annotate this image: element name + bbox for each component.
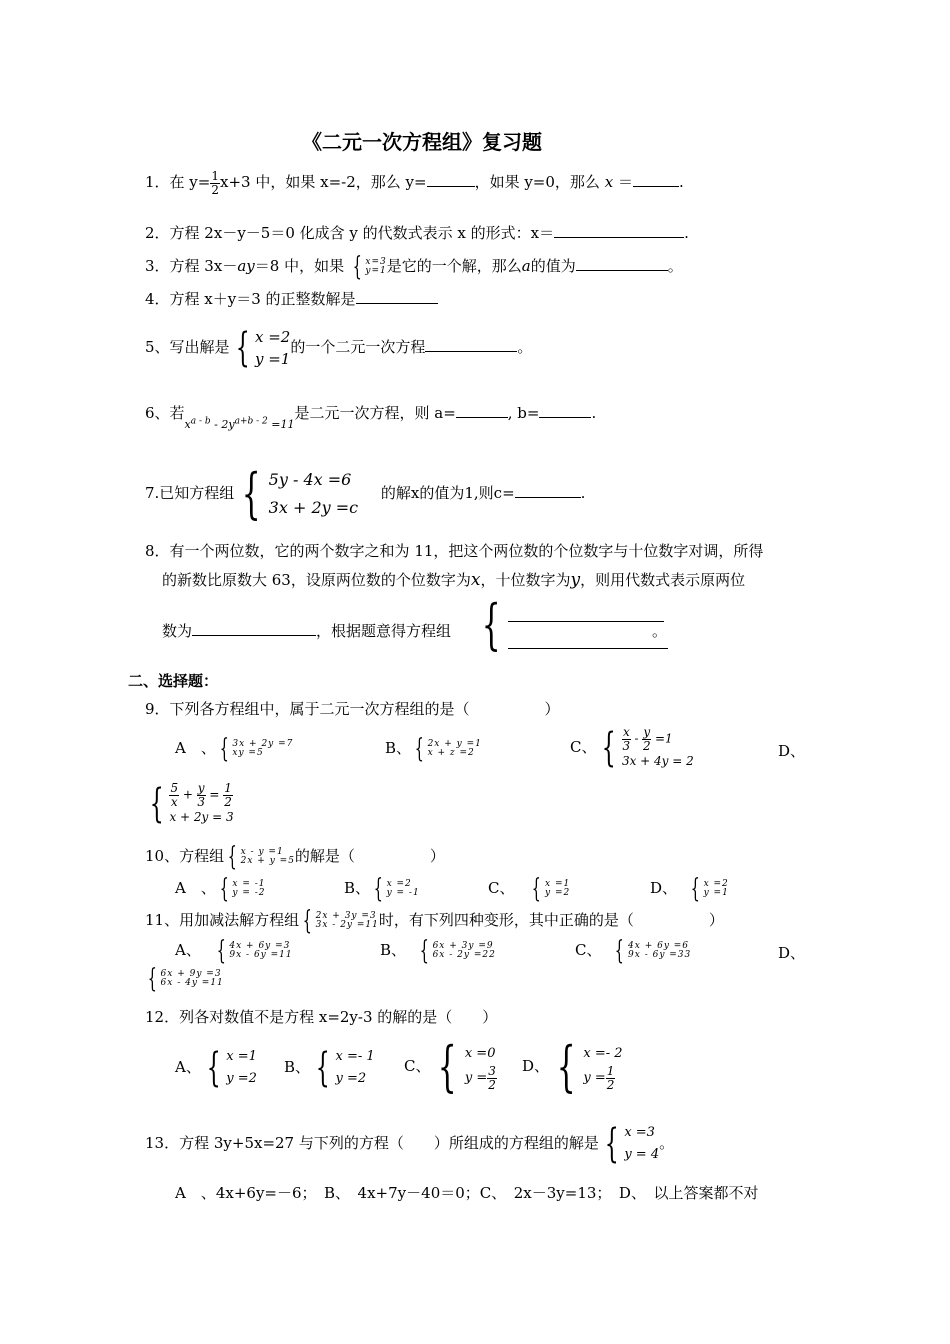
system-x3-y1: { x=3 y=1 xyxy=(352,252,387,282)
answer-blank[interactable] xyxy=(539,403,591,418)
option-12-b: B、 { x =- 1 y =2 xyxy=(284,1045,375,1091)
question-13: 13．方程 3y+5x=27 与下列的方程（ ）所组成的方程组的解是 { x =3 y = 4 。 xyxy=(145,1121,675,1167)
answer-blank[interactable] xyxy=(456,403,508,418)
fraction-half: $\frac{1}{2}$ xyxy=(211,169,219,197)
option-12-d: D、 { x =- 2 y = $\frac{1}{2}$ xyxy=(522,1035,623,1098)
answer-blank[interactable] xyxy=(192,621,316,636)
option-9-c: C、 { $\frac{x}{3}$ - $\frac{y}{2}$ =1 3x + 4y = 2 xyxy=(570,725,694,772)
period: 。 xyxy=(652,622,668,640)
question-4: 4．方程 x＋y＝3 的正整数解是 xyxy=(145,288,438,309)
question-12: 12．列各对数值不是方程 x=2y-3 的解的是（ ） xyxy=(145,1008,498,1026)
equation-system-blank: { xyxy=(474,598,668,652)
question-7: 7.已知方程组 { 5y - 4x =6 3x + 2y =c 的解x的值为1,则c= . xyxy=(145,462,586,525)
question-8-line-1: 8．有一个两位数，它的两个数字之和为 11，把这个两位数的个位数字与十位数字对调，所得 xyxy=(145,542,764,560)
option-11-d-label: D、 xyxy=(778,944,806,962)
answer-blank[interactable] xyxy=(425,337,517,352)
option-12-a: A、 { x =1 y =2 xyxy=(175,1045,257,1091)
equation-blank-1[interactable] xyxy=(508,601,664,622)
option-11-d: { 6x + 9y =3 6x - 4y =11 xyxy=(147,964,224,994)
question-11: 11、用加减法解方程组 { 2x + 3y =3 3x - 2y =11 时，有下列四种变形，其中正确的是（ ） xyxy=(145,906,724,936)
option-9-a: A 、 { 3x + 2y =7 xy =5 xyxy=(175,734,294,764)
question-13-options: A 、4x+6y=－6； B、 4x+7y－40＝0；C、 2x－3y=13； D、 以上答案都不对 xyxy=(175,1184,759,1202)
answer-blank[interactable] xyxy=(515,483,581,498)
equation-blank-2[interactable] xyxy=(508,622,668,649)
question-9: 9．下列各方程组中，属于二元一次方程组的是（ ） xyxy=(145,700,560,718)
option-11-b: B、 { 6x + 3y =9 6x - 2y =22 xyxy=(380,936,496,966)
option-11-c: C、 { 4x + 6y =6 9x - 6y =33 xyxy=(575,936,692,966)
system-x2-y1: { x =2 y =1 xyxy=(235,325,291,371)
question-1: 1．在 y= $\frac{1}{2}$ x+3 中，如果 x=-2，那么 y= ，如果 y=0，那么 x ＝ . xyxy=(145,169,684,197)
question-3: 3．方程 3x－ay＝8 中，如果 { x=3 y=1 是它的一个解，那么a的值为 。 xyxy=(145,252,683,282)
option-10-b: B、 { x =2 y = -1 xyxy=(344,874,420,904)
option-10-a: A 、 { x = -1 y = -2 xyxy=(175,874,266,904)
answer-blank[interactable] xyxy=(554,223,684,238)
question-10: 10、方程组 { x - y =1 2x + y =5 的解是（ ） xyxy=(145,842,445,872)
option-11-a: A、 { 4x + 6y =3 9x - 6y =11 xyxy=(175,936,293,966)
section-heading: 二、选择题： xyxy=(128,672,219,690)
question-6: 6、若$_{x^{a - b} - 2y^{a+b - 2} =11}$是二元一次方程，则 a= , b= . xyxy=(145,404,597,431)
question-8-line-2: 的新数比原数大 63，设原两位数的个位数字为x，十位数字为y，则用代数式表示原两位 xyxy=(162,570,746,590)
answer-blank[interactable] xyxy=(427,172,475,187)
answer-blank[interactable] xyxy=(356,289,438,304)
option-9-d-label: D、 xyxy=(778,742,806,760)
answer-blank[interactable] xyxy=(576,256,668,271)
page-title: 《二元一次方程组》复习题 xyxy=(302,130,542,154)
question-5: 5、写出解是 { x =2 y =1 的一个二元一次方程 。 xyxy=(145,325,533,371)
equation-expression: xa - b - 2ya+b - 2 =11 xyxy=(184,416,295,431)
question-2: 2．方程 2x－y－5＝0 化成含 y 的代数式表示 x 的形式：x＝ . xyxy=(145,224,689,242)
option-10-d: D、 { x =2 y =1 xyxy=(650,874,729,904)
option-12-c: C、 { x =0 y = $\frac{3}{2}$ xyxy=(404,1035,496,1098)
question-8-line-3: 数为 ，根据题意得方程组 xyxy=(162,622,452,640)
answer-blank[interactable] xyxy=(633,172,679,187)
option-10-c: C、 { x =1 y =2 xyxy=(488,874,571,904)
option-9-d: { $\frac{5}{x}$ + $\frac{y}{3}$ = $\frac{1}{2}$ x + 2y = 3 xyxy=(149,781,234,828)
option-9-b: B、 { 2x + y =1 x + z =2 xyxy=(385,734,482,764)
system-q7: { 5y - 4x =6 3x + 2y =c xyxy=(242,462,359,525)
